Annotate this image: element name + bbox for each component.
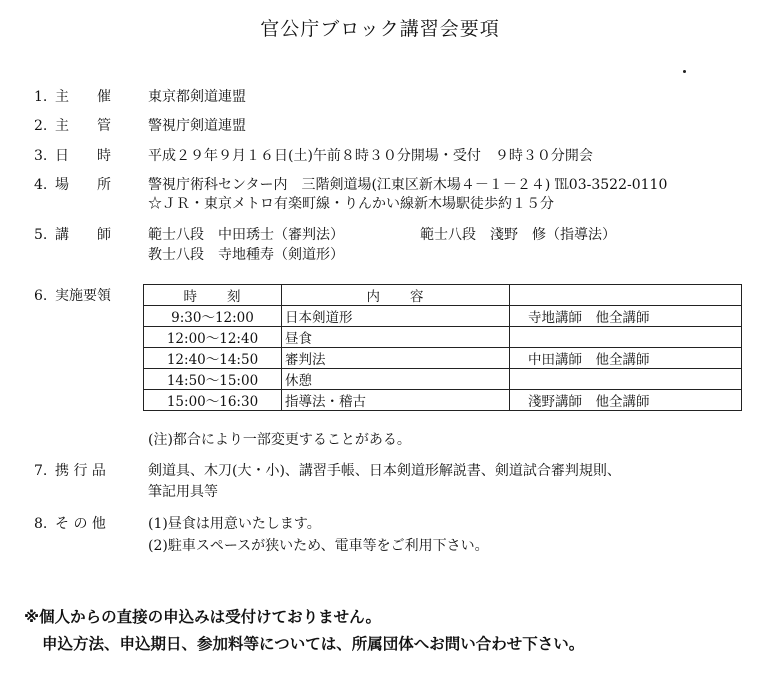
item-value: 筆記用具等: [148, 484, 218, 500]
cell-content: 指導法・稽古: [282, 390, 510, 411]
item-label: 主 催: [55, 89, 111, 105]
schedule-table: [143, 284, 742, 411]
notice-line-2: 申込方法、申込期日、参加料等については、所属団体へお問い合わせ下さい。: [42, 635, 585, 653]
table-header-row: [144, 285, 742, 306]
item-number: 1.: [34, 89, 48, 105]
item-label: 携 行 品: [55, 463, 106, 479]
access-text: ☆ＪＲ・東京メトロ有楽町線・りんかい線新木場駅徒歩約１５分: [148, 196, 554, 212]
item-value: (1)昼食は用意いたします。: [148, 516, 321, 532]
lecturer-2: 範士八段 淺野 修（指導法）: [420, 227, 616, 243]
item-value: 警視庁術科センター内 三階剣道場(江東区新木場４－１－２４) ℡03-3522-0110: [148, 177, 668, 193]
lecturer-1: 範士八段 中田琇士（審判法）: [148, 227, 344, 243]
cell-time: 9:30～12:00: [144, 306, 282, 327]
cell-time: 12:00～12:40: [144, 327, 282, 348]
cell-content: 日本剣道形: [282, 306, 510, 327]
table-row: [144, 348, 742, 369]
header-content: 内 容: [282, 285, 510, 306]
item-label: 実施要領: [55, 288, 111, 304]
item-number: 2.: [34, 118, 48, 134]
cell-content: 昼食: [282, 327, 510, 348]
item-number: 6.: [34, 288, 48, 304]
notice-line-1: ※個人からの直接の申込みは受付けておりません。: [24, 608, 382, 626]
document-title: 官公庁ブロック講習会要項: [260, 18, 500, 40]
cell-lecturer: [510, 327, 742, 348]
cell-content: 審判法: [282, 348, 510, 369]
item-number: 5.: [34, 227, 48, 243]
cell-time: 12:40～14:50: [144, 348, 282, 369]
cell-time: 14:50～15:00: [144, 369, 282, 390]
cell-time: 15:00～16:30: [144, 390, 282, 411]
table-row: [144, 327, 742, 348]
item-label: 講 師: [55, 227, 111, 243]
cell-content: 休憩: [282, 369, 510, 390]
item-label: 日 時: [55, 148, 111, 164]
item-value: 剣道具、木刀(大・小)、講習手帳、日本剣道形解説書、剣道試合審判規則、: [148, 463, 621, 479]
cell-lecturer: 中田講師 他全講師: [510, 348, 742, 369]
item-label: 主 管: [55, 118, 111, 134]
item-value: (2)駐車スペースが狭いため、電車等をご利用下さい。: [148, 538, 489, 554]
table-row: [144, 390, 742, 411]
table-row: [144, 306, 742, 327]
item-number: 3.: [34, 148, 48, 164]
note-text: (注)都合により一部変更することがある。: [148, 432, 411, 448]
item-label: そ の 他: [55, 516, 106, 532]
item-value: 東京都剣道連盟: [148, 89, 246, 105]
cell-lecturer: 淺野講師 他全講師: [510, 390, 742, 411]
lecturer-3: 教士八段 寺地種寿（剣道形）: [148, 247, 344, 263]
header-lecturer: [510, 285, 742, 306]
stray-mark: [683, 70, 686, 73]
table-row: [144, 369, 742, 390]
header-time: 時 刻: [144, 285, 282, 306]
item-value: 警視庁剣道連盟: [148, 118, 246, 134]
cell-lecturer: [510, 369, 742, 390]
item-value: 平成２９年９月１６日(土)午前８時３０分開場・受付 ９時３０分開会: [148, 148, 593, 164]
item-label: 場 所: [55, 177, 111, 193]
item-number: 7.: [34, 463, 48, 479]
item-number: 4.: [34, 177, 48, 193]
cell-lecturer: 寺地講師 他全講師: [510, 306, 742, 327]
item-number: 8.: [34, 516, 48, 532]
